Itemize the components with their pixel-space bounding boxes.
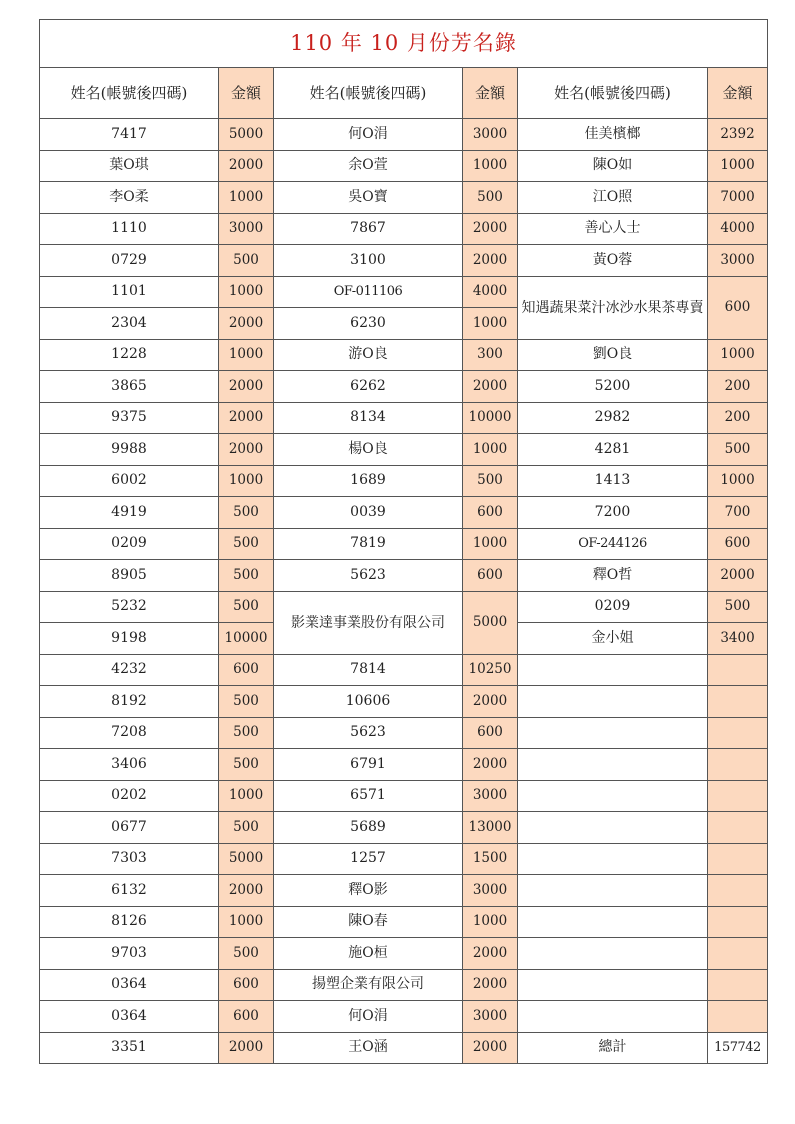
- donation-amount-cell: 600: [219, 1001, 274, 1033]
- donor-name-cell: 7814: [274, 654, 463, 686]
- total-value: 157742: [708, 1032, 768, 1064]
- donation-amount-cell: 1000: [219, 465, 274, 497]
- empty-amount-cell: [708, 906, 768, 938]
- donation-amount-cell: 1000: [463, 150, 518, 182]
- donation-amount-cell: 3000: [463, 1001, 518, 1033]
- donor-name-cell: 影業達事業股份有限公司: [274, 591, 463, 654]
- donor-name-cell: 善心人士: [518, 213, 708, 245]
- donor-name-cell: 4232: [40, 654, 219, 686]
- donation-amount-cell: 2392: [708, 119, 768, 151]
- donor-name-cell: 0209: [518, 591, 708, 623]
- donation-amount-cell: 500: [219, 686, 274, 718]
- donor-name-cell: 1228: [40, 339, 219, 371]
- empty-cell: [518, 749, 708, 781]
- donation-amount-cell: 700: [708, 497, 768, 529]
- donation-amount-cell: 2000: [219, 875, 274, 907]
- donation-amount-cell: 500: [219, 591, 274, 623]
- empty-amount-cell: [708, 654, 768, 686]
- table-row: [40, 780, 768, 812]
- header-name-1: 姓名(帳號後四碼): [40, 68, 219, 119]
- donation-amount-cell: 1000: [219, 780, 274, 812]
- donation-amount-cell: 2000: [219, 150, 274, 182]
- donation-amount-cell: 600: [708, 276, 768, 339]
- donor-name-cell: 6230: [274, 308, 463, 340]
- donation-amount-cell: 200: [708, 402, 768, 434]
- empty-cell: [518, 843, 708, 875]
- empty-amount-cell: [708, 686, 768, 718]
- donor-name-cell: 陳O春: [274, 906, 463, 938]
- table-row: [40, 654, 768, 686]
- table-row: [40, 434, 768, 466]
- donation-amount-cell: 1000: [219, 276, 274, 308]
- donation-amount-cell: 1000: [219, 339, 274, 371]
- donation-amount-cell: 200: [708, 371, 768, 403]
- donor-name-cell: 5232: [40, 591, 219, 623]
- donation-amount-cell: 3000: [463, 780, 518, 812]
- empty-cell: [518, 906, 708, 938]
- donor-name-cell: 0677: [40, 812, 219, 844]
- donation-amount-cell: 3000: [463, 875, 518, 907]
- page-title: 110 年 10 月份芳名錄: [40, 20, 768, 68]
- header-amount-1: 金額: [219, 68, 274, 119]
- donor-name-cell: 釋O哲: [518, 560, 708, 592]
- donor-name-cell: 7417: [40, 119, 219, 151]
- donor-name-cell: OF-011106: [274, 276, 463, 308]
- empty-amount-cell: [708, 749, 768, 781]
- donation-amount-cell: 500: [219, 528, 274, 560]
- table-row: [40, 465, 768, 497]
- donation-amount-cell: 500: [219, 812, 274, 844]
- empty-amount-cell: [708, 780, 768, 812]
- donation-amount-cell: 500: [219, 717, 274, 749]
- donation-amount-cell: 2000: [463, 969, 518, 1001]
- donation-amount-cell: 300: [463, 339, 518, 371]
- donation-amount-cell: 2000: [463, 686, 518, 718]
- donor-name-cell: 9375: [40, 402, 219, 434]
- donation-amount-cell: 500: [219, 497, 274, 529]
- donor-name-cell: 李O柔: [40, 182, 219, 214]
- donation-amount-cell: 500: [219, 560, 274, 592]
- empty-amount-cell: [708, 969, 768, 1001]
- table-row: [40, 182, 768, 214]
- donation-amount-cell: 600: [463, 560, 518, 592]
- donor-name-cell: 7819: [274, 528, 463, 560]
- donor-name-cell: 吳O寶: [274, 182, 463, 214]
- table-row: [40, 560, 768, 592]
- donor-name-cell: 3406: [40, 749, 219, 781]
- donation-amount-cell: 3000: [463, 119, 518, 151]
- empty-cell: [518, 1001, 708, 1033]
- table-row: [40, 371, 768, 403]
- donor-name-cell: 0729: [40, 245, 219, 277]
- donation-amount-cell: 1000: [463, 308, 518, 340]
- donor-name-cell: 江O照: [518, 182, 708, 214]
- table-row: [40, 276, 768, 308]
- donor-name-cell: 佳美檳榔: [518, 119, 708, 151]
- donor-name-cell: 3865: [40, 371, 219, 403]
- donation-amount-cell: 2000: [463, 245, 518, 277]
- donation-amount-cell: 5000: [463, 591, 518, 654]
- donor-name-cell: 7208: [40, 717, 219, 749]
- donor-name-cell: 1413: [518, 465, 708, 497]
- donation-amount-cell: 1000: [463, 906, 518, 938]
- donor-name-cell: 7867: [274, 213, 463, 245]
- donor-name-cell: 0039: [274, 497, 463, 529]
- donation-amount-cell: 500: [708, 434, 768, 466]
- donation-amount-cell: 500: [463, 465, 518, 497]
- donor-name-cell: 8126: [40, 906, 219, 938]
- donor-name-cell: 0202: [40, 780, 219, 812]
- donation-amount-cell: 600: [708, 528, 768, 560]
- header-name-2: 姓名(帳號後四碼): [274, 68, 463, 119]
- empty-cell: [518, 875, 708, 907]
- header-amount-2: 金額: [463, 68, 518, 119]
- donation-amount-cell: 1500: [463, 843, 518, 875]
- donor-name-cell: 金小姐: [518, 623, 708, 655]
- donor-name-cell: 知遇蔬果菜汁冰沙水果茶專賣: [518, 276, 708, 339]
- donation-amount-cell: 3400: [708, 623, 768, 655]
- header-amount-3: 金額: [708, 68, 768, 119]
- donor-name-cell: 5200: [518, 371, 708, 403]
- donation-amount-cell: 500: [219, 938, 274, 970]
- donation-amount-cell: 600: [219, 969, 274, 1001]
- donor-name-cell: 游O良: [274, 339, 463, 371]
- donor-name-cell: 8134: [274, 402, 463, 434]
- empty-cell: [518, 938, 708, 970]
- donor-name-cell: 2982: [518, 402, 708, 434]
- table-row: [40, 938, 768, 970]
- donation-amount-cell: 5000: [219, 119, 274, 151]
- donation-amount-cell: 500: [219, 749, 274, 781]
- donor-name-cell: 何O涓: [274, 1001, 463, 1033]
- donor-name-cell: 施O桓: [274, 938, 463, 970]
- table-row: [40, 717, 768, 749]
- empty-cell: [518, 780, 708, 812]
- empty-amount-cell: [708, 717, 768, 749]
- donation-amount-cell: 2000: [463, 371, 518, 403]
- donor-name-cell: 楊O良: [274, 434, 463, 466]
- table-row: [40, 119, 768, 151]
- donation-amount-cell: 5000: [219, 843, 274, 875]
- donor-name-cell: 余O萱: [274, 150, 463, 182]
- table-row: [40, 591, 768, 623]
- donation-amount-cell: 1000: [219, 182, 274, 214]
- donation-amount-cell: 2000: [219, 402, 274, 434]
- table-row: [40, 150, 768, 182]
- table-row: [40, 749, 768, 781]
- donation-amount-cell: 10250: [463, 654, 518, 686]
- donor-name-cell: 3351: [40, 1032, 219, 1064]
- table-row: [40, 402, 768, 434]
- donation-amount-cell: 10000: [219, 623, 274, 655]
- donation-amount-cell: 500: [463, 182, 518, 214]
- donor-name-cell: 6132: [40, 875, 219, 907]
- donation-amount-cell: 7000: [708, 182, 768, 214]
- donation-amount-cell: 10000: [463, 402, 518, 434]
- donor-name-cell: 5623: [274, 560, 463, 592]
- total-label: 總計: [518, 1032, 708, 1064]
- donor-name-cell: 4919: [40, 497, 219, 529]
- empty-cell: [518, 812, 708, 844]
- donation-amount-cell: 2000: [219, 371, 274, 403]
- donor-name-cell: 黃O蓉: [518, 245, 708, 277]
- donor-name-cell: 9198: [40, 623, 219, 655]
- donor-list-table: [39, 19, 768, 1064]
- donation-amount-cell: 600: [463, 717, 518, 749]
- donor-name-cell: 4281: [518, 434, 708, 466]
- table-row: [40, 497, 768, 529]
- donor-name-cell: 陳O如: [518, 150, 708, 182]
- donor-name-cell: 揚塑企業有限公司: [274, 969, 463, 1001]
- donor-name-cell: 3100: [274, 245, 463, 277]
- table-row: [40, 843, 768, 875]
- donation-amount-cell: 4000: [708, 213, 768, 245]
- donor-name-cell: 6262: [274, 371, 463, 403]
- donation-amount-cell: 13000: [463, 812, 518, 844]
- donation-amount-cell: 2000: [463, 749, 518, 781]
- donor-name-cell: 釋O影: [274, 875, 463, 907]
- table-row: [40, 1032, 768, 1064]
- empty-amount-cell: [708, 1001, 768, 1033]
- donation-amount-cell: 1000: [463, 528, 518, 560]
- empty-cell: [518, 654, 708, 686]
- donor-name-cell: 2304: [40, 308, 219, 340]
- table-row: [40, 213, 768, 245]
- donation-amount-cell: 2000: [219, 434, 274, 466]
- donation-amount-cell: 600: [219, 654, 274, 686]
- empty-amount-cell: [708, 875, 768, 907]
- table-row: [40, 875, 768, 907]
- table-row: [40, 812, 768, 844]
- donor-name-cell: 8905: [40, 560, 219, 592]
- donor-name-cell: 1110: [40, 213, 219, 245]
- donor-name-cell: 劉O良: [518, 339, 708, 371]
- donor-name-cell: 1689: [274, 465, 463, 497]
- donor-name-cell: 0364: [40, 1001, 219, 1033]
- empty-amount-cell: [708, 938, 768, 970]
- donation-amount-cell: 2000: [219, 308, 274, 340]
- donation-amount-cell: 4000: [463, 276, 518, 308]
- empty-cell: [518, 717, 708, 749]
- donor-name-cell: 0364: [40, 969, 219, 1001]
- donor-name-cell: 王O涵: [274, 1032, 463, 1064]
- donation-amount-cell: 2000: [463, 213, 518, 245]
- table-row: [40, 969, 768, 1001]
- donation-amount-cell: 3000: [219, 213, 274, 245]
- table-row: [40, 1001, 768, 1033]
- donation-amount-cell: 500: [219, 245, 274, 277]
- donor-name-cell: 8192: [40, 686, 219, 718]
- table-row: [40, 245, 768, 277]
- donation-amount-cell: 1000: [219, 906, 274, 938]
- donor-name-cell: 10606: [274, 686, 463, 718]
- donation-amount-cell: 2000: [463, 1032, 518, 1064]
- donation-amount-cell: 1000: [708, 465, 768, 497]
- empty-cell: [518, 969, 708, 1001]
- table-row: [40, 686, 768, 718]
- table-row: [40, 906, 768, 938]
- donor-name-cell: 何O涓: [274, 119, 463, 151]
- donor-name-cell: 1101: [40, 276, 219, 308]
- donation-amount-cell: 500: [708, 591, 768, 623]
- donation-amount-cell: 1000: [708, 339, 768, 371]
- empty-amount-cell: [708, 812, 768, 844]
- donor-name-cell: 1257: [274, 843, 463, 875]
- donor-name-cell: 9988: [40, 434, 219, 466]
- donor-name-cell: 7303: [40, 843, 219, 875]
- empty-amount-cell: [708, 843, 768, 875]
- donor-name-cell: 6571: [274, 780, 463, 812]
- donation-amount-cell: 1000: [463, 434, 518, 466]
- donor-name-cell: OF-244126: [518, 528, 708, 560]
- donor-name-cell: 7200: [518, 497, 708, 529]
- donor-name-cell: 葉O琪: [40, 150, 219, 182]
- donation-amount-cell: 2000: [219, 1032, 274, 1064]
- donation-amount-cell: 2000: [708, 560, 768, 592]
- donor-name-cell: 5689: [274, 812, 463, 844]
- table-row: [40, 528, 768, 560]
- donor-name-cell: 9703: [40, 938, 219, 970]
- donor-name-cell: 5623: [274, 717, 463, 749]
- table-row: [40, 339, 768, 371]
- header-name-3: 姓名(帳號後四碼): [518, 68, 708, 119]
- donation-amount-cell: 3000: [708, 245, 768, 277]
- empty-cell: [518, 686, 708, 718]
- donation-amount-cell: 2000: [463, 938, 518, 970]
- donor-name-cell: 0209: [40, 528, 219, 560]
- donor-name-cell: 6002: [40, 465, 219, 497]
- donation-amount-cell: 1000: [708, 150, 768, 182]
- donation-amount-cell: 600: [463, 497, 518, 529]
- donor-name-cell: 6791: [274, 749, 463, 781]
